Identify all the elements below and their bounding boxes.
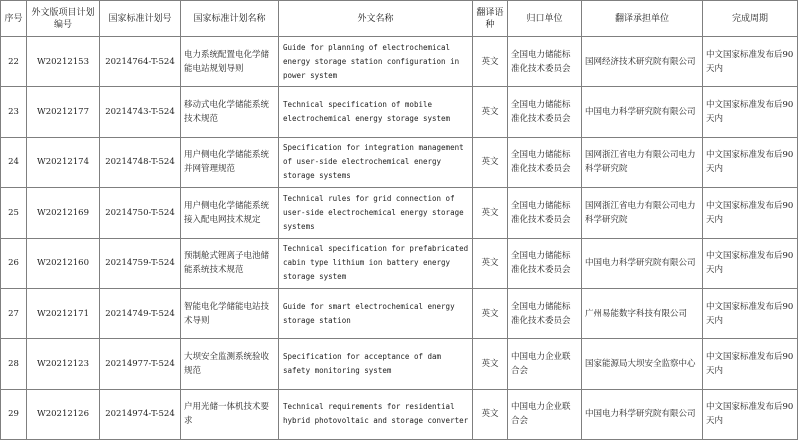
- cell-name-en: Specification for integration management of user-side electrochemical energy storage systems: [279, 137, 473, 187]
- cell-name-en: Specification for acceptance of dam safety monitoring system: [279, 339, 473, 389]
- cell-name-en: Technical specification of mobile electrochemical energy storage system: [279, 87, 473, 137]
- cell-national-plan-no: 20214743-T-524: [100, 87, 181, 137]
- cell-plan-name-zh: 大坝安全监测系统验收规范: [181, 339, 279, 389]
- cell-seq: 25: [1, 188, 27, 238]
- cell-completion-period: 中文国家标准发布后90天内: [703, 137, 798, 187]
- table-row: [1, 339, 798, 389]
- header-foreign-name: 外文名称: [279, 1, 473, 37]
- cell-plan-name-zh: 智能电化学储能电站技术导则: [181, 288, 279, 338]
- cell-translation-unit: 广州易能数字科技有限公司: [582, 288, 703, 338]
- cell-foreign-project-no: W20212153: [27, 37, 100, 87]
- cell-responsible-unit: 全国电力储能标准化技术委员会: [508, 288, 582, 338]
- header-translation-language: 翻译语种: [473, 1, 508, 37]
- cell-plan-name-zh: 预制舱式锂离子电池储能系统技术规范: [181, 238, 279, 288]
- header-seq: 序号: [1, 1, 27, 37]
- cell-plan-name-zh: 用户侧电化学储能系统并网管理规范: [181, 137, 279, 187]
- cell-completion-period: 中文国家标准发布后90天内: [703, 339, 798, 389]
- cell-foreign-project-no: W20212171: [27, 288, 100, 338]
- cell-name-en: Technical specification for prefabricated cabin type lithium ion battery energy storage system: [279, 238, 473, 288]
- cell-responsible-unit: 全国电力储能标准化技术委员会: [508, 238, 582, 288]
- cell-name-en: Technical rules for grid connection of user-side electrochemical energy storage systems: [279, 188, 473, 238]
- cell-translation-unit: 中国电力科学研究院有限公司: [582, 238, 703, 288]
- cell-language: 英文: [473, 87, 508, 137]
- header-national-plan-name: 国家标准计划名称: [181, 1, 279, 37]
- table-row: [1, 188, 798, 238]
- cell-national-plan-no: 20214750-T-524: [100, 188, 181, 238]
- header-national-plan-no: 国家标准计划号: [100, 1, 181, 37]
- cell-national-plan-no: 20214764-T-524: [100, 37, 181, 87]
- cell-responsible-unit: 全国电力储能标准化技术委员会: [508, 137, 582, 187]
- table-row: [1, 389, 798, 439]
- cell-language: 英文: [473, 238, 508, 288]
- cell-completion-period: 中文国家标准发布后90天内: [703, 87, 798, 137]
- cell-completion-period: 中文国家标准发布后90天内: [703, 37, 798, 87]
- header-completion-period: 完成周期: [703, 1, 798, 37]
- header-row: [1, 1, 798, 37]
- cell-seq: 23: [1, 87, 27, 137]
- cell-responsible-unit: 全国电力储能标准化技术委员会: [508, 188, 582, 238]
- cell-translation-unit: 国网浙江省电力有限公司电力科学研究院: [582, 137, 703, 187]
- cell-translation-unit: 中国电力科学研究院有限公司: [582, 87, 703, 137]
- cell-plan-name-zh: 移动式电化学储能系统技术规范: [181, 87, 279, 137]
- cell-completion-period: 中文国家标准发布后90天内: [703, 238, 798, 288]
- cell-seq: 28: [1, 339, 27, 389]
- cell-seq: 24: [1, 137, 27, 187]
- cell-translation-unit: 国网浙江省电力有限公司电力科学研究院: [582, 188, 703, 238]
- cell-foreign-project-no: W20212123: [27, 339, 100, 389]
- cell-foreign-project-no: W20212169: [27, 188, 100, 238]
- cell-national-plan-no: 20214974-T-524: [100, 389, 181, 439]
- cell-responsible-unit: 全国电力储能标准化技术委员会: [508, 37, 582, 87]
- cell-responsible-unit: 全国电力储能标准化技术委员会: [508, 87, 582, 137]
- cell-seq: 29: [1, 389, 27, 439]
- cell-name-en: Technical requirements for residential hybrid photovoltaic and storage converter: [279, 389, 473, 439]
- table-row: [1, 37, 798, 87]
- table-row: [1, 137, 798, 187]
- header-foreign-project-no: 外文版项目计划编号: [27, 1, 100, 37]
- cell-plan-name-zh: 电力系统配置电化学储能电站规划导则: [181, 37, 279, 87]
- cell-responsible-unit: 中国电力企业联合会: [508, 389, 582, 439]
- cell-translation-unit: 国家能源局大坝安全监察中心: [582, 339, 703, 389]
- cell-national-plan-no: 20214748-T-524: [100, 137, 181, 187]
- cell-translation-unit: 国网经济技术研究院有限公司: [582, 37, 703, 87]
- cell-language: 英文: [473, 188, 508, 238]
- cell-foreign-project-no: W20212177: [27, 87, 100, 137]
- table-row: [1, 87, 798, 137]
- table-header: [1, 1, 798, 37]
- cell-name-en: Guide for planning of electrochemical energy storage station configuration in power system: [279, 37, 473, 87]
- cell-plan-name-zh: 用户侧电化学储能系统接入配电网技术规定: [181, 188, 279, 238]
- header-responsible-unit: 归口单位: [508, 1, 582, 37]
- cell-national-plan-no: 20214749-T-524: [100, 288, 181, 338]
- cell-foreign-project-no: W20212160: [27, 238, 100, 288]
- cell-plan-name-zh: 户用光储一体机技术要求: [181, 389, 279, 439]
- cell-national-plan-no: 20214977-T-524: [100, 339, 181, 389]
- cell-language: 英文: [473, 339, 508, 389]
- table-row: [1, 238, 798, 288]
- cell-language: 英文: [473, 137, 508, 187]
- cell-language: 英文: [473, 288, 508, 338]
- cell-seq: 26: [1, 238, 27, 288]
- cell-responsible-unit: 中国电力企业联合会: [508, 339, 582, 389]
- cell-translation-unit: 中国电力科学研究院有限公司: [582, 389, 703, 439]
- cell-completion-period: 中文国家标准发布后90天内: [703, 188, 798, 238]
- cell-language: 英文: [473, 389, 508, 439]
- cell-foreign-project-no: W20212174: [27, 137, 100, 187]
- table-body: [1, 37, 798, 440]
- cell-national-plan-no: 20214759-T-524: [100, 238, 181, 288]
- cell-seq: 22: [1, 37, 27, 87]
- cell-name-en: Guide for smart electrochemical energy storage station: [279, 288, 473, 338]
- cell-foreign-project-no: W20212126: [27, 389, 100, 439]
- table-row: [1, 288, 798, 338]
- cell-completion-period: 中文国家标准发布后90天内: [703, 389, 798, 439]
- cell-seq: 27: [1, 288, 27, 338]
- header-translation-unit: 翻译承担单位: [582, 1, 703, 37]
- cell-completion-period: 中文国家标准发布后90天内: [703, 288, 798, 338]
- cell-language: 英文: [473, 37, 508, 87]
